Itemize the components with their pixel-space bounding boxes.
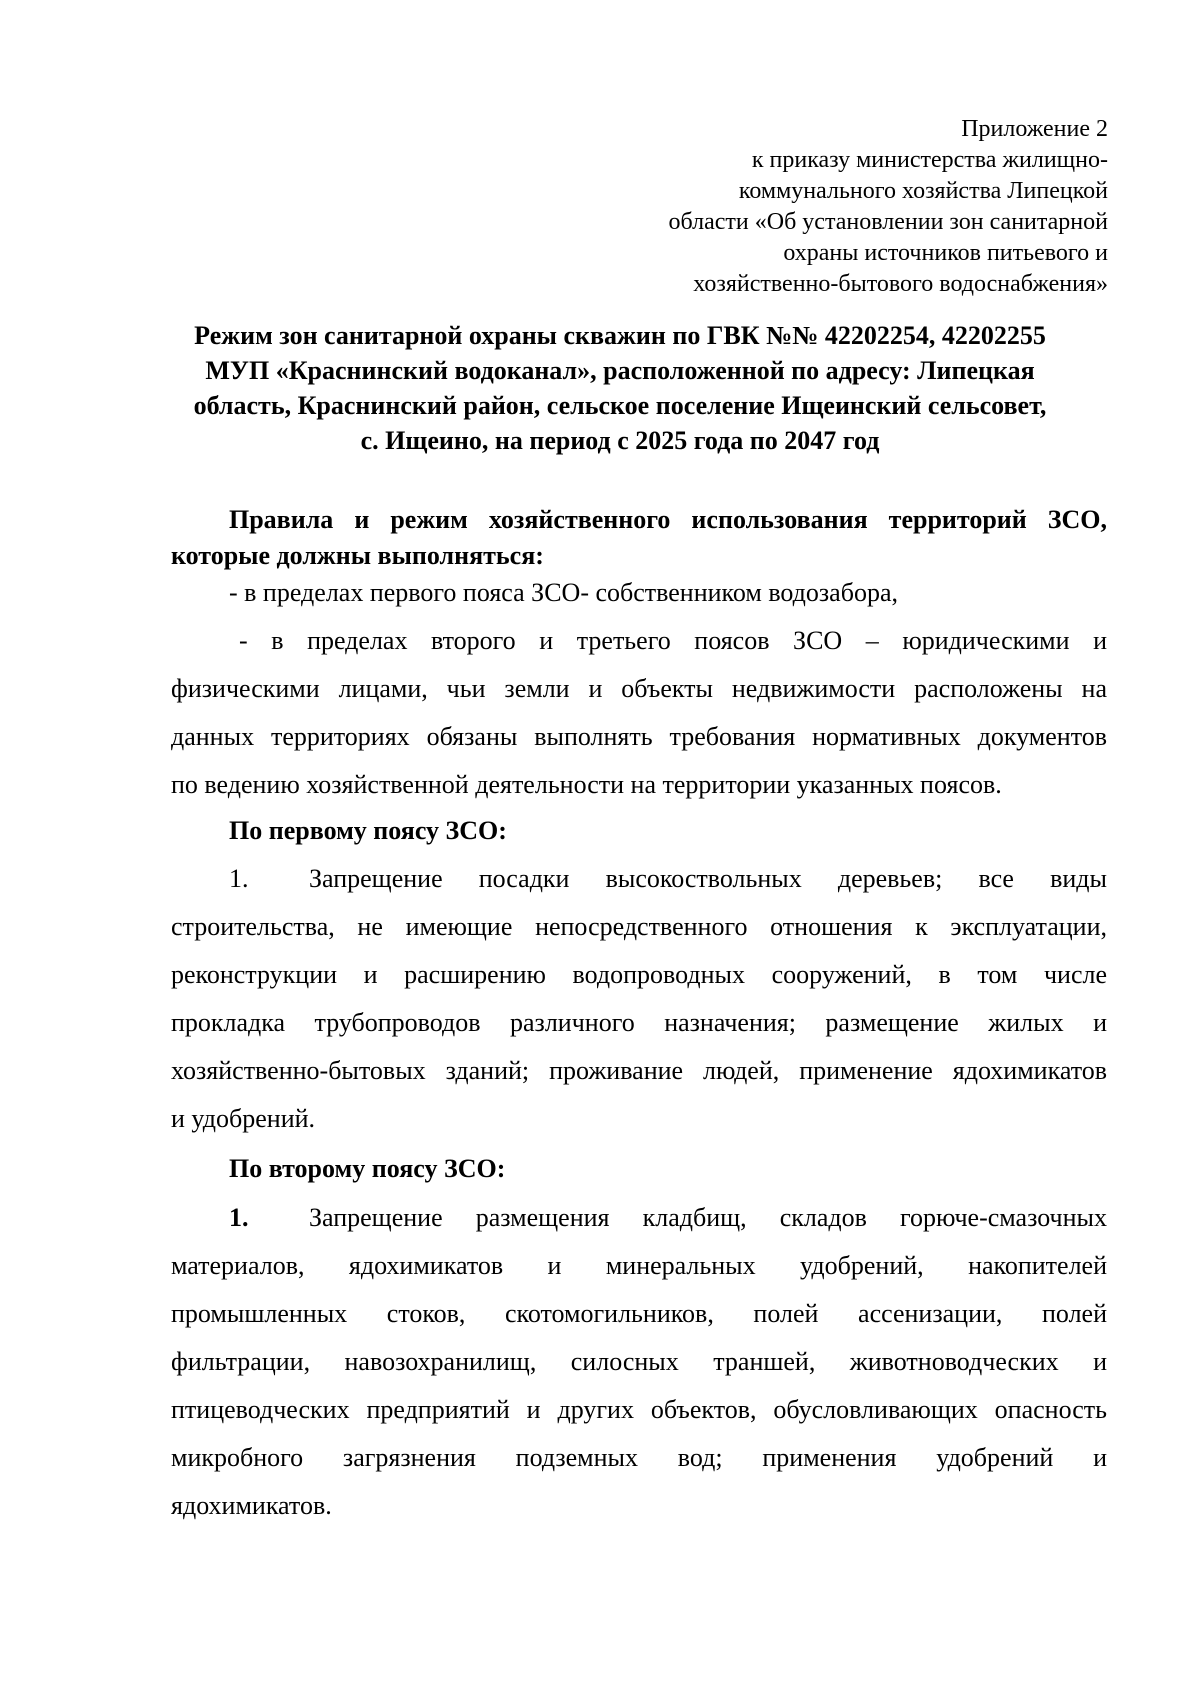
paragraph-line: и удобрений. [171,1104,316,1133]
rules-heading-line: Правила и режим хозяйственного использования территорий ЗСО, [229,505,1107,534]
item-text: Запрещение посадки высокоствольных деревьев; все виды [309,864,1107,893]
rules-heading [171,502,1107,574]
rules-heading-line: которые должны выполняться: [171,541,544,570]
paragraph-line: прокладка трубопроводов различного назначения; размещение жилых и [171,1008,1107,1037]
second-belt-heading: По второму поясу ЗСО: [229,1154,506,1183]
appendix-line: охраны источников питьевого и [783,240,1108,266]
item-number: 1. [229,1203,249,1232]
appendix-line: хозяйственно-бытового водоснабжения» [693,271,1108,297]
paragraph-line [171,855,1107,903]
item-text: Запрещение размещения кладбищ, складов горюче-смазочных [309,1203,1107,1232]
item-number: 1. [229,864,249,893]
rule-item-second-third-belts [171,617,1107,809]
first-belt-heading: По первому поясу ЗСО: [229,816,507,845]
second-belt-item [171,1194,1107,1530]
paragraph-line: промышленных стоков, скотомогильников, полей ассенизации, полей [171,1299,1107,1328]
paragraph-line: фильтрации, навозохранилищ, силосных траншей, животноводческих и [171,1347,1107,1376]
appendix-line: к приказу министерства жилищно- [751,147,1108,173]
appendix-block [548,114,1108,300]
appendix-line: Приложение 2 [961,116,1108,142]
paragraph-line: физическими лицами, чьи земли и объекты недвижимости расположены на [171,674,1107,703]
paragraph-line: хозяйственно-бытовых зданий; проживание людей, применение ядохимикатов [171,1056,1107,1085]
paragraph-line [171,1194,1107,1242]
title-line: МУП «Краснинский водоканал», расположенной по адресу: Липецкая [205,356,1035,385]
paragraph-line: строительства, не имеющие непосредственного отношения к эксплуатации, [171,912,1107,941]
document-title [150,318,1090,458]
paragraph-line: материалов, ядохимикатов и минеральных удобрений, накопителей [171,1251,1107,1280]
paragraph-line: данных территориях обязаны выполнять требования нормативных документов [171,722,1107,751]
first-belt-item [171,855,1107,1143]
title-line: область, Краснинский район, сельское поселение Ищеинский сельсовет, [193,391,1047,420]
title-line: Режим зон санитарной охраны скважин по ГВК №№ 42202254, 42202255 [194,321,1046,350]
rule-item-first-belt: - в пределах первого пояса ЗСО- собственником водозабора, [229,578,898,607]
paragraph-line: по ведению хозяйственной деятельности на территории указанных поясов. [171,770,1002,799]
paragraph-line: реконструкции и расширению водопроводных сооружений, в том числе [171,960,1107,989]
title-line: с. Ищеино, на период с 2025 года по 2047 год [360,426,880,455]
paragraph-line: ядохимикатов. [171,1491,332,1520]
appendix-line: коммунального хозяйства Липецкой [738,178,1108,204]
paragraph-line: птицеводческих предприятий и других объектов, обусловливающих опасность [171,1395,1107,1424]
paragraph-line: микробного загрязнения подземных вод; применения удобрений и [171,1443,1107,1472]
appendix-line: области «Об установлении зон санитарной [668,209,1108,235]
paragraph-line: - в пределах второго и третьего поясов ЗСО – юридическими и [239,626,1107,655]
